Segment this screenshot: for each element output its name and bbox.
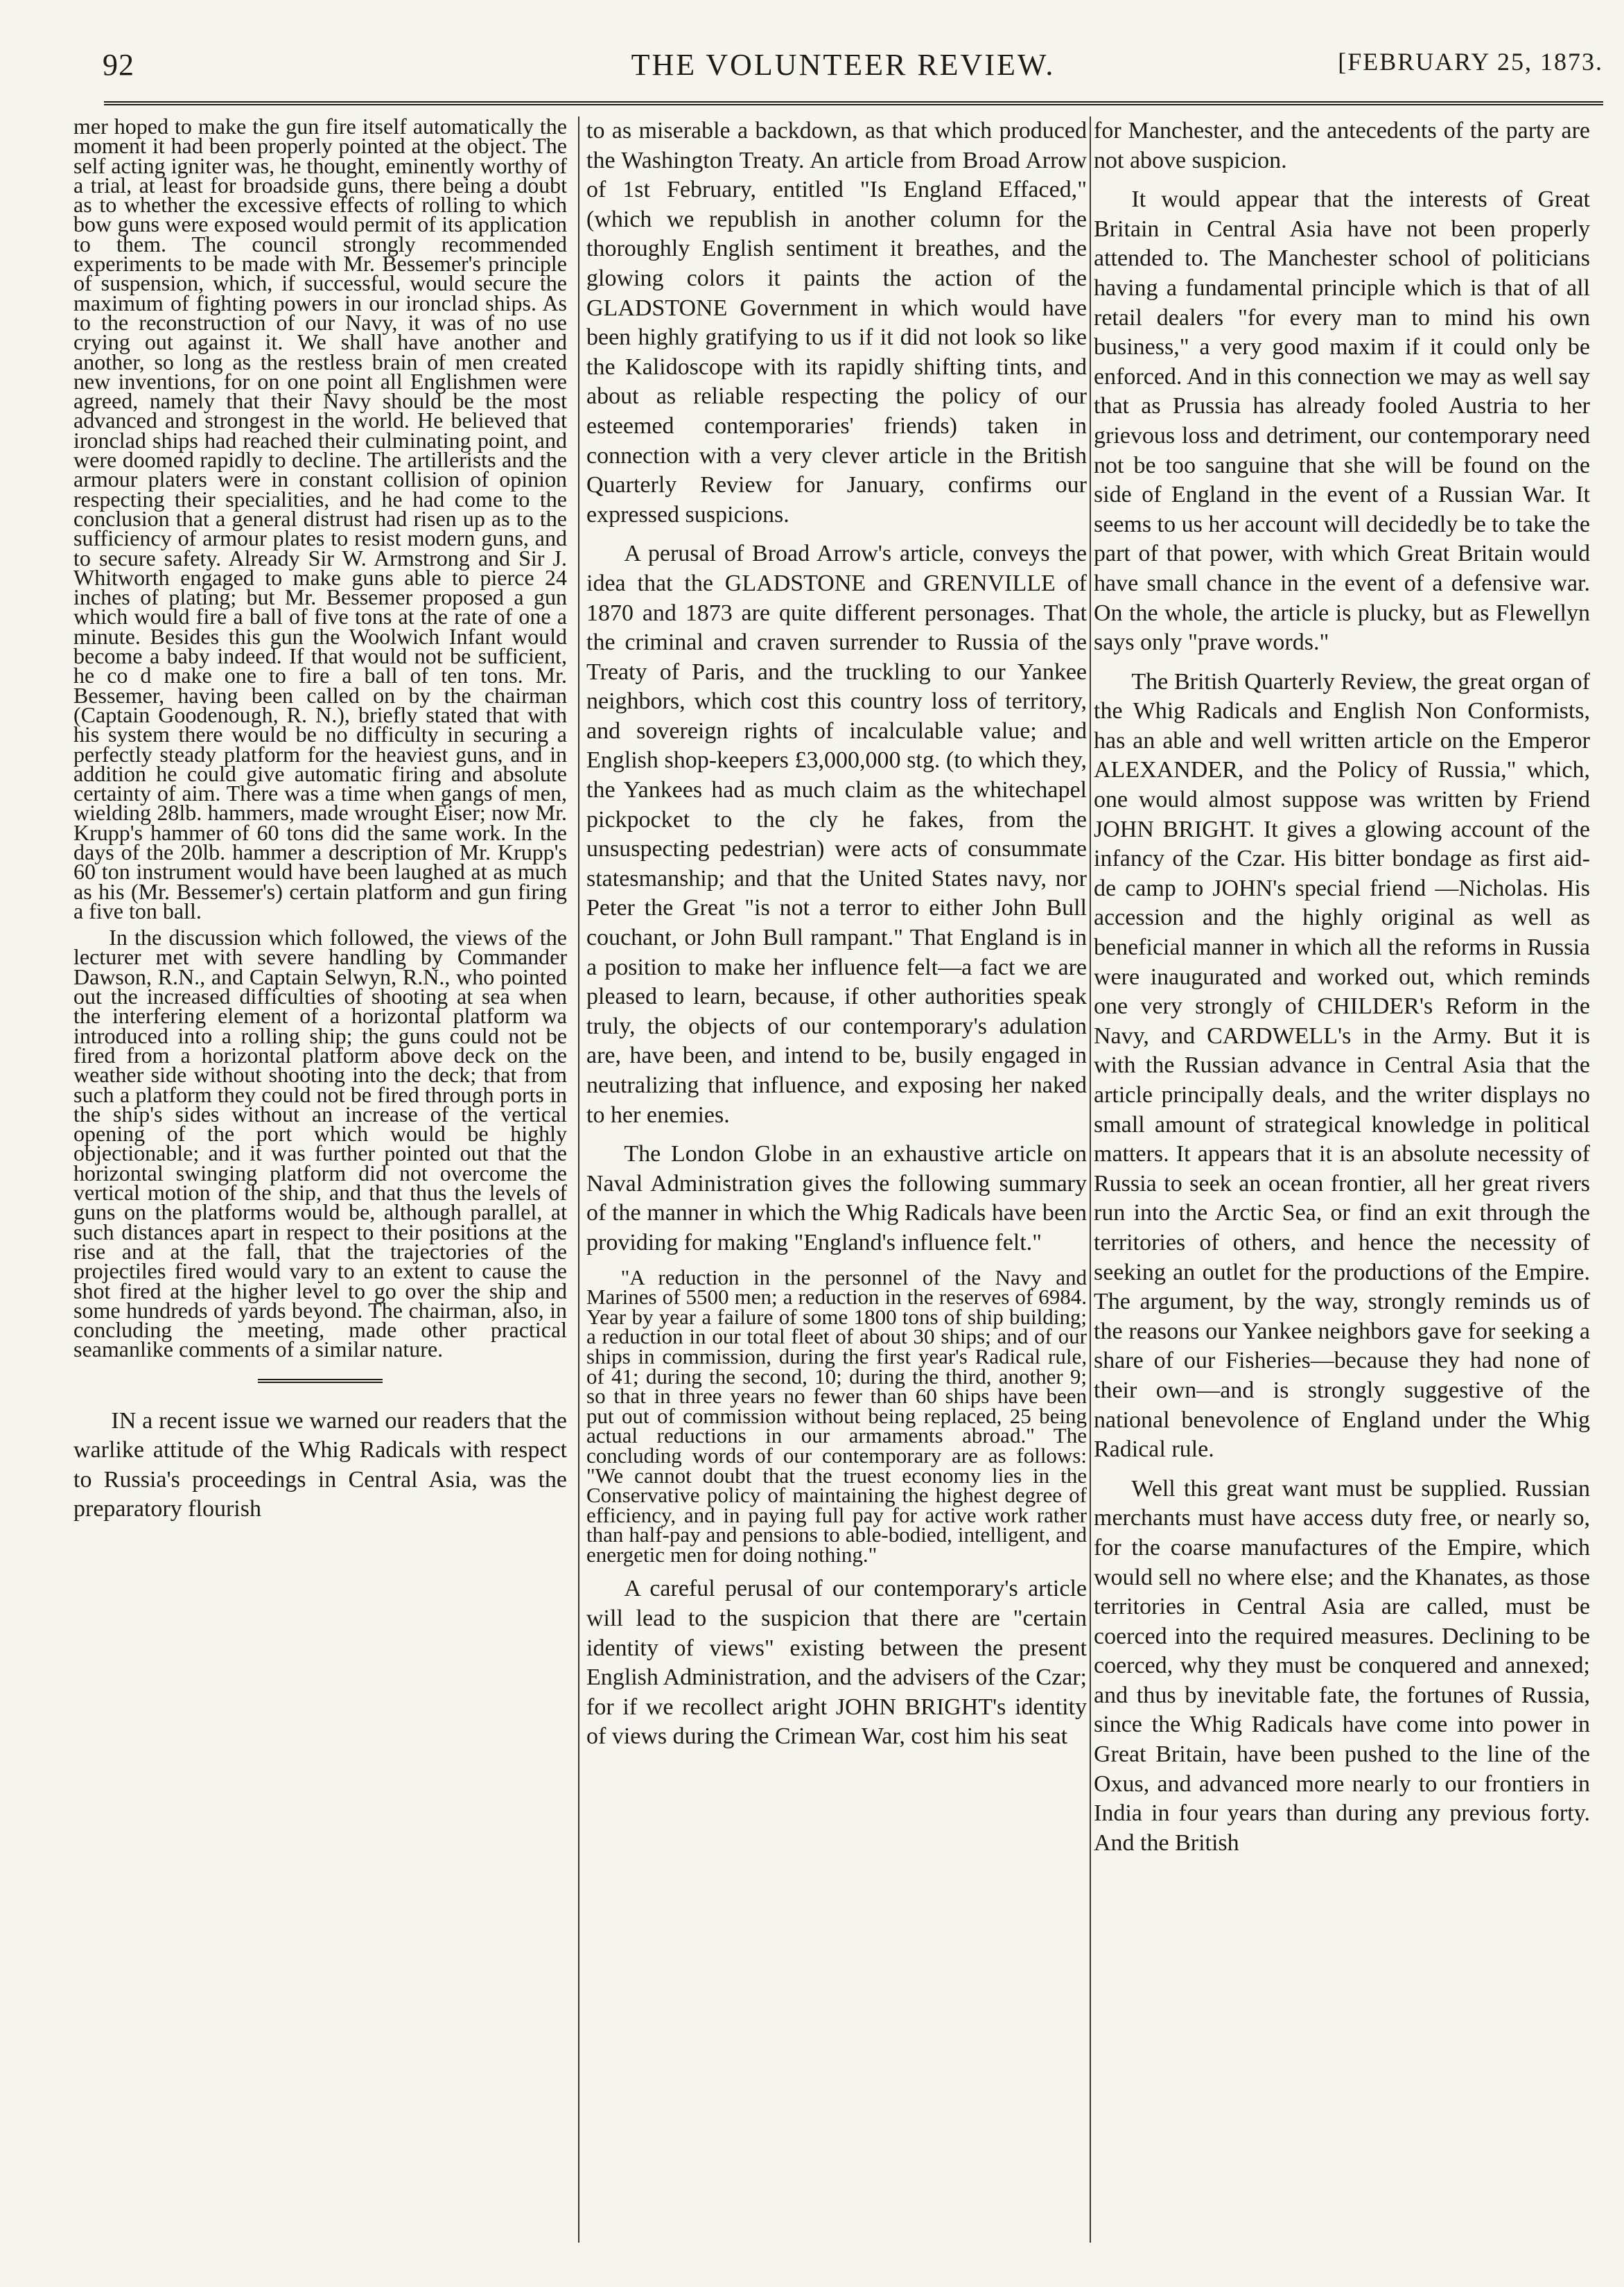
article-paragraph: A perusal of Broad Arrow's article, conveys the idea that the GLADSTONE and GRENVILLE of 1870 and 1873 are quite different personages. That the criminal and craven surrender to Russia of the Treaty of Paris, and the truckling to our Yankee neighbors, which cost this country loss of territory, and sovereign rights of incalculable value; and English shop-keepers £3,000,000 stg. (to which they, the Yankees had as much claim as the whitechapel pickpocket to the cly he fakes, from the unsuspecting pedestrian) were acts of consummate statesmanship; and that the United States navy, nor Peter the Great "is not a terror to either John Bull couchant, or John Bull rampant." That England is in a position to make her influence felt—a fact we are pleased to learn, because, if other authorities speak truly, the objects of our contemporary's adulation are, have been, and intend to be, busily engaged in neutralizing that influence, and exposing her naked to her enemies. — [586, 541, 1087, 1128]
section-divider — [258, 1379, 383, 1383]
page-header — [83, 47, 1603, 97]
quoted-summary: "A reduction in the personnel of the Navy and Marines of 5500 men; a reduction in the reserves of 6984. Year by year a failure of some 1800 tons of ship building; a reduction in our total fleet of about 30 ships; and of our ships in commission, during the first year's Radical rule, of 41; during the second, 10; during the third, another 9; so that in three years no fewer than 60 ships have been put out of commission without being replaced, 25 being actual reductions in our armaments abroad." The concluding words of our contemporary are as follows: "We cannot doubt that the truest economy lies in the Conservative policy of maintaining the highest degree of efficiency, and in paying full pay for active work rather than half-pay and pensions to able-bodied, intelligent, and energetic men for doing nothing." — [586, 1264, 1087, 1567]
header-rule — [104, 101, 1603, 105]
article-paragraph: Well this great want must be supplied. Russian merchants must have access duty free, or nearly so, for the coarse manufactures of the Empire, which would sell no where else; and the Khanates, as those territories in Central Asia are called, must be coerced into the required measures. Declining to be coerced, why they must be conquered and annexed; and thus by inevitable fate, the fortunes of Russia, since the Whig Radicals have come into power in Great Britain, have been pushed to the line of the Oxus, and advanced more nearly to our frontiers in India in four years than during any previous forty. And the British — [1094, 1475, 1590, 1856]
column-1 — [73, 116, 567, 1531]
article-paragraph: The British Quarterly Review, the great organ of the Whig Radicals and English Non Conformists, has an able and well written article on the Emperor ALEXANDER, and the Policy of Russia," which, one would almost suppose was written by Friend JOHN BRIGHT. It gives a glowing account of the infancy of the Czar. His bitter bondage as first aid-de camp to JOHN's special friend —Nicholas. His accession and the highly original as well as beneficial manner in which all the reforms in Russia were inaugurated and worked out, which reminds one very strongly of CHILDER's Reform in the Navy, and CARDWELL's in the Army. But it is with the Russian advance in Central Asia that the article principally deals, and the writer displays no small amount of strategical knowledge in political matters. It appears that it is an absolute necessity of Russia to seek an ocean frontier, all her great rivers run into the Arctic Sea, or find an exit through the territories of others, and hence the necessity of seeking an outlet for the productions of the Empire. The argument, by the way, strongly reminds us of the reasons our Yankee neighbors gave for seeking a share of our Fisheries—because they had none of their own—and is strongly suggestive of the national benevolence of England under the Whig Radical rule. — [1094, 668, 1590, 1463]
column-separator — [1090, 116, 1091, 2243]
issue-date: [FEBRUARY 25, 1873. — [1338, 48, 1603, 76]
page-number: 92 — [103, 48, 134, 82]
article-paragraph: It would appear that the interests of Great Britain in Central Asia have not been properly attended to. The Manchester school of politicians having a fundamental principle which is that of all retail dealers "for every man to mind his own business," a very good maxim if it could only be enforced. And in this connection we may as well say that as Prussia has already fooled Austria to her grievous loss and detriment, our contemporary need not be too sanguine that she will be found on the side of England in the event of a Russian War. It seems to us her account will decidedly be to take the part of that power, with which Great Britain would have small chance in the event of a defensive war. On the whole, the article is plucky, but as Flewellyn says only "prave words." — [1094, 186, 1590, 656]
article-paragraph: The London Globe in an exhaustive article on Naval Administration gives the following summary of the manner in which the Whig Radicals have been providing for making "England's influence felt." — [586, 1141, 1087, 1255]
article-paragraph: A careful perusal of our contemporary's article will lead to the suspicion that there are "certain identity of views" existing between the present English Administration, and the advisers of the Czar; for if we recollect aright JOHN BRIGHT's identity of views during the Crimean War, cost him his seat — [586, 1576, 1087, 1750]
article-paragraph: for Manchester, and the antecedents of the party are not above suspicion. — [1094, 118, 1590, 173]
column-separator — [578, 116, 579, 2243]
article-paragraph: In the discussion which followed, the views of the lecturer met with severe handling by Commander Dawson, R.N., and Captain Selwyn, R.N., who pointed out the increased difficulties of shooting at sea when the interfering element of a horizontal platform wa introduced into a rolling ship; the guns could not be fired from a horizontal platform above deck on the weather side without shooting into the deck; that from such a platform they could not be fired through ports in the ship's sides without an increase of the vertical opening of the port which would be highly objectionable; and it was further pointed out that the horizontal swinging platform did not overcome the vertical motion of the ship, and that thus the levels of guns on the platforms would be, although parallel, at such distances apart in respect to their positions at the rise and at the fall, that the trajectories of the projectiles fired would vary to an extent to cause the shot fired at the higher level to go over the ship and some hundreds of yards beyond. The chairman, also, in concluding the meeting, made other practical seamanlike comments of a similar nature. — [73, 925, 567, 1362]
article-paragraph: mer hoped to make the gun fire itself automatically the moment it had been properly pointed at the object. The self acting igniter was, he thought, eminently worthy of a trial, at least for broadside guns, there being a doubt as to whether the excessive effects of rolling to which bow guns were exposed would permit of its application to them. The council strongly recommended experiments to be made with Mr. Bessemer's principle of suspension, which, if successful, would secure the maximum of fighting powers in our ironclad ships. As to the reconstruction of our Navy, it was of no use crying out against it. We shall have another and another, so long as the restless brain of men created new inventions, for on one point all Englishmen were agreed, namely that their Navy should be the most advanced and strongest in the world. He believed that ironclad ships had reached their culminating point, and were doomed rapidly to decline. The artillerists and the armour platers were in constant collision of opinion respecting their specialities, and he had come to the conclusion that a general distrust had risen up as to the sufficiency of armour plates to resist modern guns, and to secure safety. Already Sir W. Armstrong and Sir J. Whitworth engaged to make guns able to pierce 24 inches of plating; but Mr. Bessemer proposed a gun which would fire a ball of five tons at the rate of one a minute. Besides this gun the Woolwich Infant would become a baby indeed. If that would not be sufficient, he co d make one to fire a ball of ten tons. Mr. Bessemer, having been called on by the chairman (Captain Goodenough, R. N.), briefly stated that with his system there would be no difficulty in securing a perfectly steady platform for the heaviest guns, and in addition he could give automatic firing and absolute certainty of aim. There was a time when gangs of men, wielding 28lb. hammers, made wrought Eiser; now Mr. Krupp's hammer of 60 tons did the same work. In the days of the 20lb. hammer a description of Mr. Krupp's 60 ton instrument would have been laughed at as much as his (Mr. Bessemer's) certain platform and gun firing a five ton ball. — [73, 116, 567, 923]
editorial-paragraph: IN a recent issue we warned our readers that the warlike attitude of the Whig Radicals with respect to Russia's proceedings in Central Asia, was the preparatory flourish — [73, 1407, 567, 1522]
article-paragraph: to as miserable a backdown, as that which produced the Washington Treaty. An article from Broad Arrow of 1st February, entitled "Is England Effaced," (which we republish in another column for the thoroughly English sentiment it breathes, and the glowing colors it paints the action of the GLADSTONE Government in which would have been highly gratifying to us if it did not look so like the Kalidoscope with its rapidly shifting tints, and about as reliable respecting the policy of our esteemed contemporaries' friends) taken in connection with a very clever article in the British Quarterly Review for January, confirms our expressed suspicions. — [586, 118, 1087, 528]
column-2 — [586, 116, 1087, 1762]
column-3 — [1094, 116, 1590, 1868]
masthead-title: THE VOLUNTEER REVIEW. — [631, 48, 1056, 82]
